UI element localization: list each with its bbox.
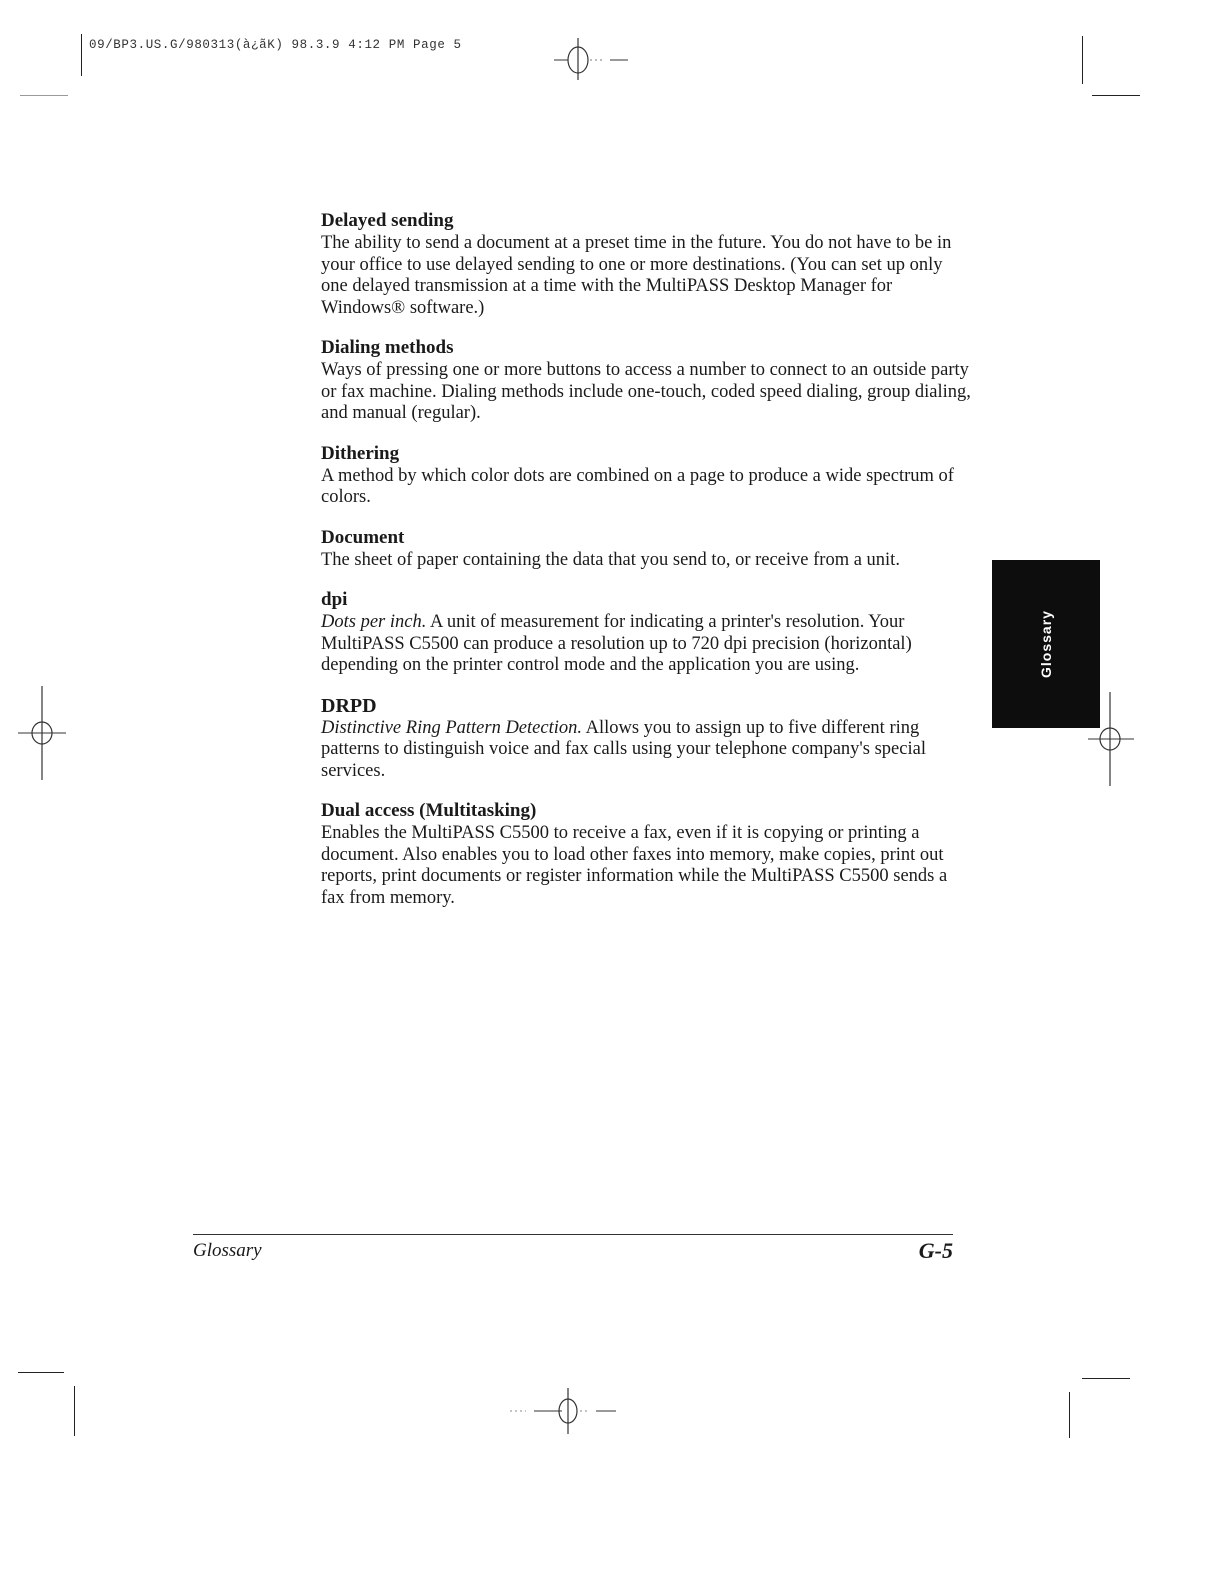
print-slug: 09/BP3.US.G/980313(à¿ãK) 98.3.9 4:12 PM Page 5 <box>89 38 462 52</box>
glossary-term: Dual access (Multitasking) <box>321 800 537 821</box>
glossary-entry-document <box>321 526 971 572</box>
glossary-content <box>321 209 971 926</box>
glossary-entry-delayed-sending <box>321 209 971 319</box>
footer-section-name: Glossary <box>193 1240 262 1261</box>
glossary-entry-dialing-methods <box>321 336 971 425</box>
glossary-term: Delayed sending <box>321 210 454 231</box>
definition-expansion: Distinctive Ring Pattern Detection. <box>321 717 582 738</box>
footer-rule <box>193 1234 953 1235</box>
crop-line-bottom-left-horizontal <box>18 1372 64 1373</box>
definition-text: A unit of measurement for indicating a printer's resolution. Your MultiPASS C5500 can produce a resolution up to 720 dpi precision (horizontal) depending on the printer control mode and the application you are using. <box>321 612 912 675</box>
registration-mark-left <box>14 684 74 784</box>
glossary-definition: Enables the MultiPASS C5500 to receive a fax, even if it is copying or printing a document. Also enables you to load other faxes into memory, make copies, print out reports, print documents or register information while the MultiPASS C5500 sends a fax from memory. <box>321 823 948 908</box>
crop-line-bottom-right-vertical <box>1069 1392 1070 1438</box>
glossary-entry-drpd <box>321 694 971 783</box>
glossary-term: Dithering <box>321 442 400 464</box>
glossary-term: dpi <box>321 589 348 610</box>
glossary-definition <box>321 612 971 677</box>
crop-line-top-left-dotted <box>20 95 68 96</box>
registration-mark-top <box>548 34 638 84</box>
crop-line-top-right-horizontal <box>1092 95 1140 96</box>
glossary-entry-dual-access <box>321 799 971 909</box>
glossary-term: Document <box>321 526 405 548</box>
glossary-definition: A method by which color dots are combined on a page to produce a wide spectrum of colors. <box>321 465 954 507</box>
definition-expansion: Dots per inch. <box>321 612 427 632</box>
glossary-entry-dithering <box>321 442 971 509</box>
glossary-definition: Ways of pressing one or more buttons to access a number to connect to an outside party or fax machine. Dialing methods include one-touch, coded speed dialing, group dialing, and manual (regular). <box>321 360 971 423</box>
glossary-definition: The sheet of paper containing the data that you send to, or receive from a unit. <box>321 549 900 570</box>
definition-text: Allows you to assign up to five different ring patterns to distinguish voice and fax calls using your telephone company's special services. <box>321 717 926 781</box>
section-thumb-tab <box>992 560 1100 728</box>
glossary-term: Dialing methods <box>321 337 454 358</box>
thumb-tab-label: Glossary <box>1038 610 1054 678</box>
page-number: G-5 <box>918 1238 953 1263</box>
crop-line-bottom-left-vertical <box>74 1386 75 1436</box>
glossary-definition <box>321 718 971 783</box>
registration-mark-bottom <box>506 1386 626 1436</box>
glossary-definition: The ability to send a document at a preset time in the future. You do not have to be in your office to use delayed sending to one or more destinations. (You can set up only one delayed transmission at a time with the MultiPASS Desktop Manager for Windows® software.) <box>321 233 952 318</box>
crop-line-top-left-vertical <box>81 34 82 76</box>
glossary-term: DRPD <box>321 694 377 717</box>
crop-line-top-right-vertical <box>1082 36 1083 84</box>
crop-line-bottom-right-horizontal <box>1082 1378 1130 1379</box>
glossary-entry-dpi <box>321 588 971 677</box>
